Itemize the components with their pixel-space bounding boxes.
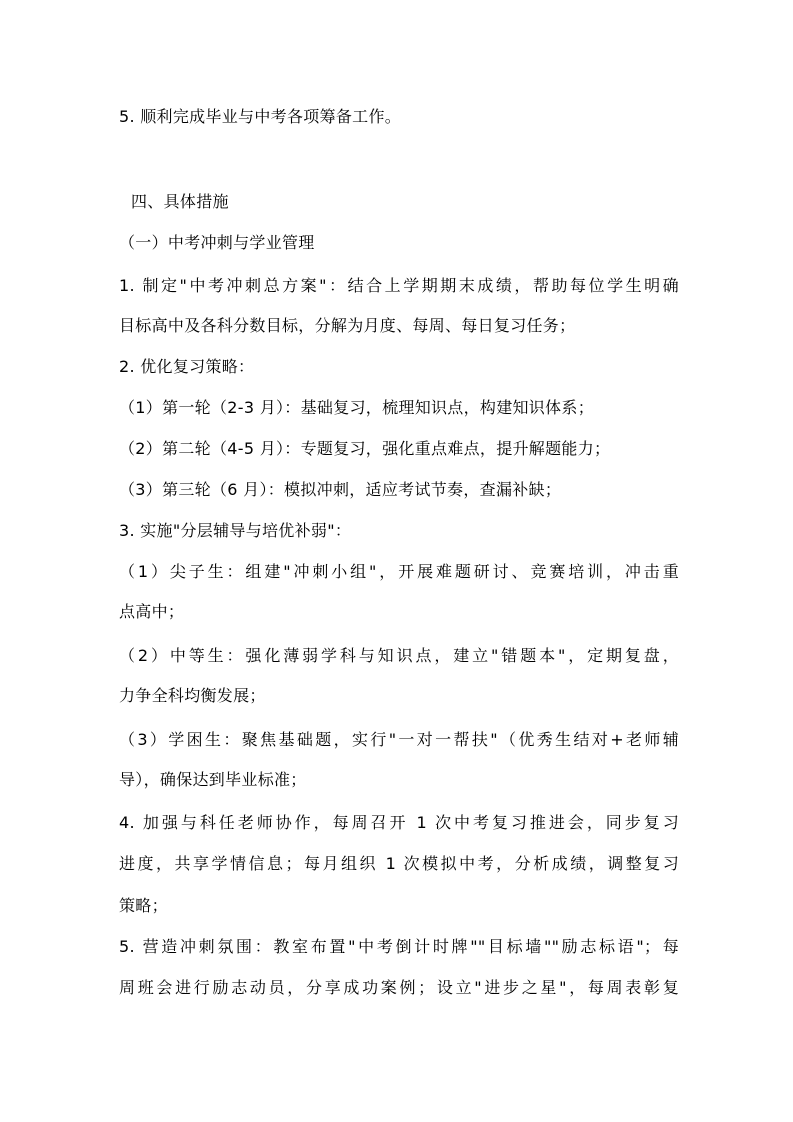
paragraph-line: 5. 营造冲刺氛围：教室布置"中考倒计时牌""目标墙""励志标语"；每 bbox=[119, 937, 679, 956]
paragraph-line: 1. 制定"中考冲刺总方案"：结合上学期期末成绩，帮助每位学生明确 bbox=[119, 276, 679, 295]
section-heading-measures: 四、具体措施 bbox=[131, 192, 229, 211]
paragraph-line: 力争全科均衡发展； bbox=[119, 686, 266, 705]
paragraph-line-goal-5: 5. 顺利完成毕业与中考各项筹备工作。 bbox=[119, 107, 402, 126]
paragraph-line: 导），确保达到毕业标准； bbox=[119, 770, 307, 789]
paragraph-line: 2. 优化复习策略： bbox=[119, 357, 255, 376]
paragraph-line: 目标高中及各科分数目标，分解为月度、每周、每日复习任务； bbox=[119, 316, 576, 335]
paragraph-line: （2）中等生：强化薄弱学科与知识点，建立"错题本"，定期复盘， bbox=[119, 646, 679, 665]
paragraph-line: 周班会进行励志动员，分享成功案例；设立"进步之星"，每周表彰复 bbox=[119, 978, 679, 997]
paragraph-line: （1）尖子生：组建"冲刺小组"，开展难题研讨、竞赛培训，冲击重 bbox=[119, 562, 679, 581]
paragraph-line: 4. 加强与科任老师协作，每周召开 1 次中考复习推进会，同步复习 bbox=[119, 813, 679, 832]
paragraph-line: （3）第三轮（6 月）：模拟冲刺，适应考试节奏，查漏补缺； bbox=[119, 480, 562, 499]
subsection-heading-exam-sprint: （一）中考冲刺与学业管理 bbox=[119, 233, 315, 252]
paragraph-line: （3）学困生：聚焦基础题，实行"一对一帮扶"（优秀生结对+老师辅 bbox=[119, 730, 679, 749]
paragraph-line: （1）第一轮（2-3 月）：基础复习，梳理知识点，构建知识体系； bbox=[119, 398, 594, 417]
paragraph-line: 点高中； bbox=[119, 602, 185, 621]
paragraph-line: 3. 实施"分层辅导与培优补弱"： bbox=[119, 521, 352, 540]
paragraph-line: （2）第二轮（4-5 月）：专题复习，强化重点难点，提升解题能力； bbox=[119, 439, 611, 458]
paragraph-line: 策略； bbox=[119, 896, 168, 915]
paragraph-line: 进度，共享学情信息；每月组织 1 次模拟中考，分析成绩，调整复习 bbox=[119, 854, 679, 873]
